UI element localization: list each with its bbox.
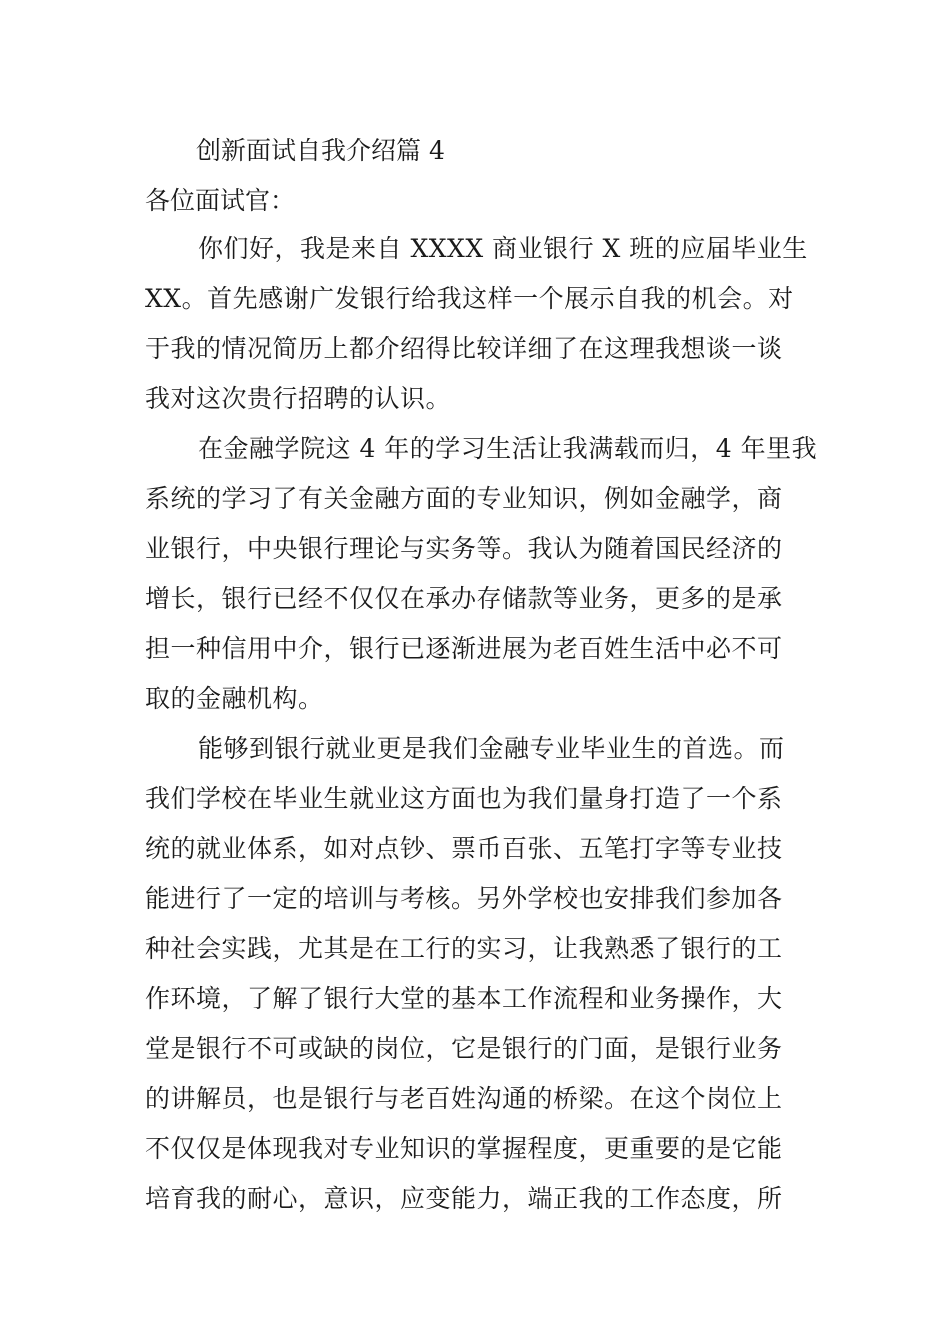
paragraph-3-line-6: 作环境，了解了银行大堂的基本工作流程和业务操作，大 — [145, 984, 783, 1013]
paragraph-1-line-1: 你们好，我是来自 XXXX 商业银行 X 班的应届毕业生 — [198, 234, 808, 263]
salutation: 各位面试官： — [145, 186, 296, 215]
paragraph-2-line-2: 系统的学习了有关金融方面的专业知识，例如金融学，商 — [145, 484, 783, 513]
paragraph-2-line-6: 取的金融机构。 — [145, 684, 324, 713]
paragraph-3-line-7: 堂是银行不可或缺的岗位，它是银行的门面，是银行业务 — [145, 1034, 783, 1063]
paragraph-2-line-4: 增长，银行已经不仅仅在承办存储款等业务，更多的是承 — [145, 584, 783, 613]
paragraph-3-line-2: 我们学校在毕业生就业这方面也为我们量身打造了一个系 — [145, 784, 783, 813]
paragraph-3-line-8: 的讲解员，也是银行与老百姓沟通的桥梁。在这个岗位上 — [145, 1084, 783, 1113]
paragraph-3-line-5: 种社会实践，尤其是在工行的实习，让我熟悉了银行的工 — [145, 934, 783, 963]
paragraph-3-line-4: 能进行了一定的培训与考核。另外学校也安排我们参加各 — [145, 884, 783, 913]
paragraph-2-line-3: 业银行，中央银行理论与实务等。我认为随着国民经济的 — [145, 534, 783, 563]
paragraph-3-line-9: 不仅仅是体现我对专业知识的掌握程度，更重要的是它能 — [145, 1134, 783, 1163]
paragraph-2-line-1: 在金融学院这 4 年的学习生活让我满载而归，4 年里我 — [198, 434, 818, 463]
paragraph-3-line-3: 统的就业体系，如对点钞、票币百张、五笔打字等专业技 — [145, 834, 783, 863]
paragraph-3-line-10: 培育我的耐心，意识，应变能力，端正我的工作态度，所 — [145, 1184, 783, 1213]
paragraph-1-line-3: 于我的情况简历上都介绍得比较详细了在这理我想谈一谈 — [145, 334, 783, 363]
paragraph-3-line-1: 能够到银行就业更是我们金融专业毕业生的首选。而 — [198, 734, 785, 763]
paragraph-1-line-2: XX。首先感谢广发银行给我这样一个展示自我的机会。对 — [145, 284, 794, 313]
paragraph-1-line-4: 我对这次贵行招聘的认识。 — [145, 384, 452, 413]
paragraph-2-line-5: 担一种信用中介，银行已逐渐进展为老百姓生活中必不可 — [145, 634, 783, 663]
document-title: 创新面试自我介绍篇 4 — [196, 136, 445, 165]
